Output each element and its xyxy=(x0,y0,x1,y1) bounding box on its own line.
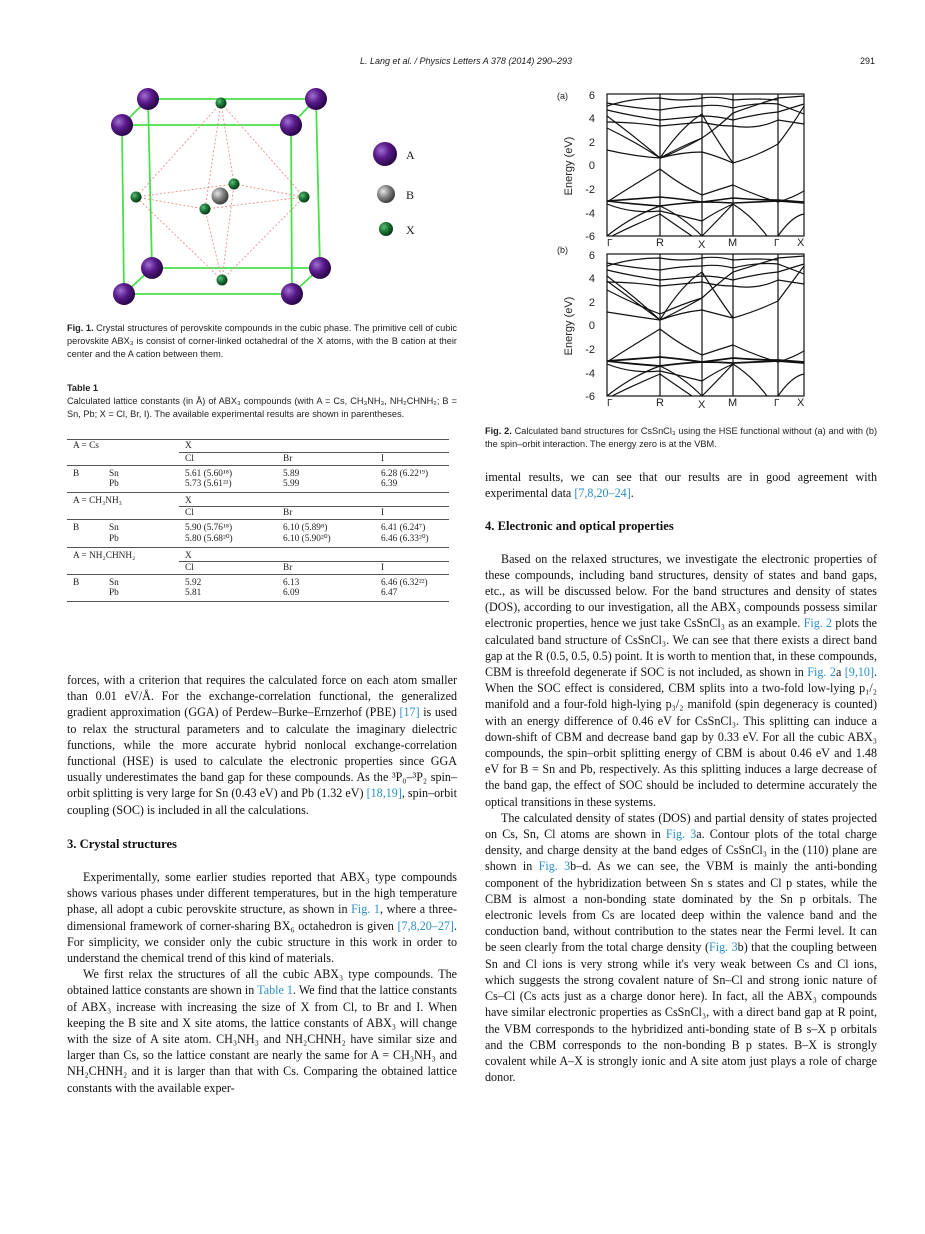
table-row xyxy=(67,479,449,493)
value-i: 6.39 xyxy=(381,479,398,489)
table-row xyxy=(67,588,449,602)
text-span: , spin–orbit coupling (SOC) is included in all the calculations. xyxy=(67,786,457,817)
legend-x-label: X xyxy=(406,223,415,237)
b-cation: Pb xyxy=(109,588,119,598)
citation-link[interactable]: [7,8,20–27] xyxy=(397,918,454,933)
figure-2-caption xyxy=(485,425,877,451)
figure-2-band-structures xyxy=(552,86,812,411)
figure-1-crystal-structure xyxy=(100,84,440,309)
value-br: 6.10 (5.89⁸) xyxy=(283,523,328,533)
svg-text:R: R xyxy=(656,237,664,249)
right-column-body xyxy=(485,469,877,1085)
b-header: B xyxy=(73,523,80,533)
col-header-cl: Cl xyxy=(185,563,194,573)
svg-text:6: 6 xyxy=(588,90,595,102)
x-header: X xyxy=(179,548,449,562)
text-span: We first relax the structures of all the cubic ABX₃ type compounds. The obtained lattice constants are shown in xyxy=(67,967,457,998)
svg-text:Γ: Γ xyxy=(774,238,780,249)
column-header-row xyxy=(67,453,449,466)
text-span: . xyxy=(630,486,634,501)
paragraph-continuation xyxy=(485,469,877,501)
a-site-label: A = NH₂CHNH₂ xyxy=(73,551,136,562)
svg-text:Energy (eV): Energy (eV) xyxy=(563,296,575,356)
col-header-i: I xyxy=(381,454,385,464)
value-i: 6.41 (6.24⁷) xyxy=(381,523,426,533)
panel-b-tag: (b) xyxy=(557,245,568,255)
figure-1-label: Fig. 1. xyxy=(67,323,94,333)
svg-text:2: 2 xyxy=(588,137,595,149)
citation-link[interactable]: [7,8,20–24] xyxy=(574,486,631,501)
figure-link[interactable]: Fig. 2 xyxy=(803,616,833,631)
value-cl: 5.81 xyxy=(185,588,202,598)
group-header-row xyxy=(67,440,449,453)
text-span: The calculated density of states (DOS) and partial density of states projected on Cs, Sn, Cl atoms are shown in xyxy=(485,810,877,842)
b-site-atom xyxy=(212,188,229,205)
legend-a-marker xyxy=(373,142,397,166)
text-span: a xyxy=(835,665,845,680)
value-br: 6.10 (5.90²⁰) xyxy=(283,534,331,544)
table-1-caption-text: Calculated lattice constants (in Å) of ABX₃ compounds (with A = Cs, CH₃NH₃, NH₂CHNH₂; B = Sn, Pb; X = Cl, Br, I). The available experimental results are shown in parentheses. xyxy=(67,396,457,419)
paragraph-electronic-2 xyxy=(485,810,877,1085)
page-number: 291 xyxy=(860,56,876,66)
text-span: forces, with a criterion that requires the calculated force on each atom smaller than 0.01 eV/Å. For the exchange-correlation functional, the generalized gradient approximation (GGA) of Perdew–Burke–Ernzerhof (PBE) xyxy=(67,673,457,720)
table-1-label: Table 1 xyxy=(67,383,98,393)
col-header-br: Br xyxy=(283,454,293,464)
value-cl: 5.80 (5.68²⁰) xyxy=(185,534,233,544)
svg-text:4: 4 xyxy=(588,273,595,285)
svg-text:Energy (eV): Energy (eV) xyxy=(563,136,575,196)
table-link[interactable]: Table 1 xyxy=(257,983,293,998)
panel-a-tag: (a) xyxy=(557,91,568,101)
svg-text:X: X xyxy=(797,397,805,409)
svg-text:6: 6 xyxy=(588,250,595,262)
svg-text:Γ: Γ xyxy=(607,398,613,409)
text-span: a. Contour plots of the total charge density, and charge density at the band edges of CsSnCl₃ in the (110) plane are shown in xyxy=(485,827,877,874)
value-cl: 5.90 (5.76¹⁸) xyxy=(185,523,233,533)
paragraph-crystal-1 xyxy=(67,869,457,966)
lattice-constants-table xyxy=(67,439,449,602)
group-header-row xyxy=(67,493,449,507)
value-br: 5.99 xyxy=(283,479,300,489)
band-panel-b-axes xyxy=(557,245,805,411)
x-header: X xyxy=(179,493,449,507)
figure-2-label: Fig. 2. xyxy=(485,426,512,436)
text-span: Experimentally, some earlier studies reported that ABX₃ type compounds shows various phases under different temperatures, but in the high temperature phase, all adopt a cubic perovskite structure, as shown in xyxy=(67,870,457,917)
table-row xyxy=(67,520,449,534)
b-header: B xyxy=(73,578,80,588)
value-cl: 5.92 xyxy=(185,578,202,588)
figure-2-caption-text: Calculated band structures for CsSnCl₃ using the HSE functional without (a) and with (b) the spin–orbit interaction. The energy zero is at the VBM. xyxy=(485,426,877,449)
svg-text:-6: -6 xyxy=(585,391,595,403)
table-row xyxy=(67,575,449,589)
b-header: B xyxy=(73,469,80,479)
text-span: . We find that the lattice constants of ABX₃ increase with increasing the size of X from Cl, to Br and I. When keeping the B site and X site atoms, the lattice constants of ABX₃ will change with the size of A site atom. CH₃NH₃ and NH₂CHNH₂ have similar size and larger than Cs, so the lattice constant are nearly the same for A = CH₃NH₃ and NH₂CHNH₂ and it is larger than that with Cs. Comparing the obtained lattice constants with the available exper- xyxy=(67,983,457,1095)
text-span: imental results, we can see that our results are in good agreement with experimental data xyxy=(485,470,877,501)
table-1 xyxy=(67,439,449,602)
figure-link[interactable]: Fig. 1 xyxy=(351,902,380,917)
svg-text:-2: -2 xyxy=(585,344,595,356)
running-header xyxy=(0,56,925,70)
svg-text:-4: -4 xyxy=(585,368,595,380)
b-cation: Pb xyxy=(109,479,119,489)
svg-text:-2: -2 xyxy=(585,184,595,196)
text-span: b–d. As we can see, the VBM is mainly the anti-bonding component of the hybridization between Sn s states and Cl p states, while the CBM is almost a non-bonding state dominated by the Sn p orbitals. The electronic levels from Cs are located deep within the valence band and the conduction band, without contribution to the states near the Fermi level. It can be seen clearly from the total charge density ( xyxy=(485,859,877,955)
section-3-heading: 3. Crystal structures xyxy=(67,836,177,851)
band-panel-a-axes xyxy=(557,90,805,251)
svg-text:M: M xyxy=(728,237,738,249)
svg-text:X: X xyxy=(698,239,706,251)
figure-1-caption-text: Crystal structures of perovskite compounds in the cubic phase. The primitive cell of cubic perovskite ABX₃ is consist of corner-linked octahedral of the X atoms, with the B cation at their center and the A cation between them. xyxy=(67,323,457,359)
table-row xyxy=(67,533,449,548)
legend-a-label: A xyxy=(406,148,415,162)
paragraph-electronic-1 xyxy=(485,551,877,810)
citation-link[interactable]: [9,10] xyxy=(844,665,874,680)
value-br: 6.09 xyxy=(283,588,300,598)
legend-b-marker xyxy=(377,185,395,203)
left-column-body xyxy=(67,672,457,1096)
value-i: 6.46 (6.33²⁰) xyxy=(381,534,429,544)
svg-text:Γ: Γ xyxy=(774,398,780,409)
b-cation: Sn xyxy=(109,523,119,533)
b-cation: Pb xyxy=(109,533,119,544)
a-site-label: A = CH₃NH₃ xyxy=(73,496,122,507)
b-cation: Sn xyxy=(109,578,119,588)
a-site-label: A = Cs xyxy=(73,441,99,452)
table-row xyxy=(67,466,449,480)
value-cl: 5.61 (5.60¹⁸) xyxy=(185,469,233,479)
column-header-row xyxy=(67,562,449,575)
perovskite-unit-cell-illustration xyxy=(100,84,440,309)
text-span: , where a three-dimensional framework of corner-sharing BX₆ octahedron is given xyxy=(67,902,458,933)
figure-1-caption xyxy=(67,322,457,361)
text-span: . When the SOC effect is considered, CBM splits into a two-fold low-lying p₁/₂ manifold and a four-fold high-lying p₃/₂ manifold (spin degeneracy is counted) with an energy difference of 0.46 eV for CsSnCl₃. This splitting can induce a down-shift of CBM and decrease band gap by 0.33 eV. For all the cubic ABX₃ compounds, the spin–orbit splitting energy of CBM is about 0.46 eV and 1.48 eV for B = Sn and Pb, respectively. As this splitting induces a large decrease of the band gap, the effect of SOC should be included to determine accurately the optical transitions in these systems. xyxy=(485,665,877,809)
citation-link[interactable]: [18,19] xyxy=(366,786,402,801)
text-span: b) that the coupling between Sn and Cl ions is very strong while it's very weak between Cs and Cl ions, which suggests the strong covalent nature of Sn–Cl and strong ionic nature of Cs–Cl (Cs acts just as a charge donor here). In fact, all the ABX₃ compounds have similar electronic properties as CsSnCl₃, with a direct band gap at R point, the VBM corresponds to the hybridized anti-bonding state of B s–X p orbitals and the CBM corresponds to the non-bonding B p states. B–X is strongly covalent while A–X is strongly ionic and A site atom just plays a role of charge donor. xyxy=(485,940,877,1085)
svg-text:0: 0 xyxy=(588,320,595,332)
figure-link[interactable]: Fig. 3 xyxy=(709,940,738,955)
running-title: L. Lang et al. / Physics Letters A 378 (2014) 290–293 xyxy=(360,56,572,66)
legend-x-marker xyxy=(379,222,393,236)
legend-b-label: B xyxy=(406,188,415,202)
band-panel-b xyxy=(607,254,804,396)
group-header-row xyxy=(67,548,449,562)
value-br: 5.89 xyxy=(283,469,300,479)
svg-text:X: X xyxy=(698,399,706,411)
svg-text:M: M xyxy=(728,397,738,409)
value-br: 6.13 xyxy=(283,578,300,588)
text-span: Based on the relaxed structures, we investigate the electronic properties of these compounds, including band structures, density of states and band gaps, etc., as will be discussed below. For the band structures and density of states (DOS), according to our investigation, all the ABX₃ compounds possess similar electronic properties, hence we just take CsSnCl₃ as an example. xyxy=(485,551,877,631)
col-header-cl: Cl xyxy=(185,454,194,464)
x-header: X xyxy=(179,440,449,453)
svg-text:0: 0 xyxy=(588,160,595,172)
figure-link[interactable]: Fig. 2 xyxy=(807,665,836,680)
band-structure-plots xyxy=(552,86,812,411)
value-cl: 5.73 (5.61²¹) xyxy=(185,479,232,489)
table-1-caption xyxy=(67,382,457,421)
figure-link[interactable]: Fig. 3 xyxy=(665,827,697,842)
citation-link[interactable]: [17] xyxy=(399,705,420,720)
col-header-br: Br xyxy=(283,563,293,573)
col-header-br: Br xyxy=(283,508,293,518)
text-span: . For simplicity, we consider only the cubic structure in this work in order to understand the chemical trend of this kind of materials. xyxy=(67,918,457,966)
svg-text:X: X xyxy=(797,237,805,249)
col-header-i: I xyxy=(381,563,385,573)
svg-text:R: R xyxy=(656,397,664,409)
figure-link[interactable]: Fig. 3 xyxy=(538,859,571,874)
svg-text:2: 2 xyxy=(588,297,595,309)
svg-text:4: 4 xyxy=(588,113,595,125)
value-i: 6.46 (6.32²²) xyxy=(381,578,428,588)
value-i: 6.28 (6.22¹⁹) xyxy=(381,469,429,479)
col-header-i: I xyxy=(381,508,385,518)
text-span: is used to relax the structural parameters and to calculate the imaginary dielectric functions, while the more accurate hybrid nonlocal exchange-correlation functional (HSE) is used to calculate the electronic properties since GGA usually underestimates the band gap for these compounds. As the ³P₀–³P₂ spin–orbit splitting is very large for Sn (0.43 eV) and Pb (1.32 eV) xyxy=(67,705,457,801)
col-header-cl: Cl xyxy=(185,508,194,518)
band-panel-a xyxy=(607,94,804,236)
text-span: plots the calculated band structure of CsSnCl₃. We can see that there exists a direct band gap at the R (0.5, 0.5, 0.5) point. It is worth to mention that, in these compounds, CBM is threefold degenerate if SOC is not included, as shown in xyxy=(485,616,877,680)
column-header-row xyxy=(67,507,449,520)
b-cation: Sn xyxy=(109,469,119,479)
section-4-heading: 4. Electronic and optical properties xyxy=(485,519,674,534)
value-i: 6.47 xyxy=(381,588,398,598)
paragraph-methods xyxy=(67,672,457,818)
paragraph-crystal-2 xyxy=(67,966,457,1096)
svg-text:Γ: Γ xyxy=(607,238,613,249)
svg-text:-6: -6 xyxy=(585,231,595,243)
svg-text:-4: -4 xyxy=(585,208,595,220)
